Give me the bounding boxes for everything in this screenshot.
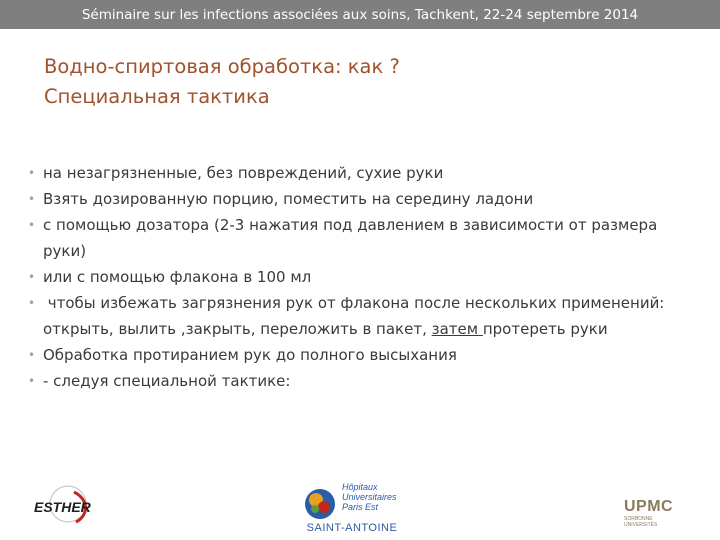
hopitaux-line-2: Universitaires [342, 492, 397, 502]
upmc-logo-text: UPMC [624, 498, 674, 515]
bullet-text-post: протереть руки [482, 320, 608, 338]
upmc-logo [624, 498, 686, 528]
bullet-icon: • [28, 374, 36, 388]
hopitaux-logo [302, 478, 402, 536]
bullet-text-pre: открыть, вылить ,закрыть, переложить в пакет, [43, 320, 432, 338]
bullet-text-line-2 [43, 316, 708, 342]
hopitaux-text [342, 482, 397, 512]
bullet-text: Обработка протиранием рук до полного высыхания [43, 346, 457, 364]
bullet-text: или с помощью флакона в 100 мл [43, 268, 312, 286]
bullet-icon: • [28, 296, 36, 310]
header-text: Séminaire sur les infections associées aux soins, Tachkent, 22-24 septembre 2014 [81, 7, 639, 23]
title-line-2: Специальная тактика [44, 85, 270, 108]
slide-title [44, 52, 684, 112]
bullet-icon: • [28, 348, 36, 362]
bullet-text-line-1: чтобы избежать загрязнения рук от флакона после нескольких применений: [43, 294, 665, 312]
bullet-icon: • [28, 270, 36, 284]
hopitaux-line-3: Paris Est [342, 502, 379, 512]
list-item [28, 342, 708, 368]
title-line-1: Водно-спиртовая обработка: как ? [44, 55, 400, 78]
esther-logo-text: ESTHER [34, 499, 91, 515]
bullet-text: Взять дозированную порцию, поместить на середину ладони [43, 190, 534, 208]
esther-logo [30, 482, 100, 530]
list-item [28, 290, 708, 342]
bullet-icon: • [28, 192, 36, 206]
bullet-list [28, 160, 708, 394]
bullet-icon: • [28, 218, 36, 232]
bullet-text: - следуя специальной тактике: [43, 372, 291, 390]
bullet-text-underlined: затем [431, 320, 483, 338]
list-item [28, 212, 708, 264]
hopitaux-line-1: Hôpitaux [342, 482, 378, 492]
bullet-text-line-2: руки) [43, 242, 87, 260]
header-bar [0, 0, 720, 29]
list-item [28, 368, 708, 394]
list-item [28, 186, 708, 212]
esther-logo-icon [30, 482, 100, 530]
upmc-logo-subtext: SORBONNE UNIVERSITÉS [624, 516, 658, 528]
bullet-icon: • [28, 166, 36, 180]
bullet-text-line-1: с помощью дозатора (2-3 нажатия под давлением в зависимости от размера [43, 216, 658, 234]
bullet-text: на незагрязненные, без повреждений, сухие руки [43, 164, 444, 182]
list-item [28, 264, 708, 290]
list-item [28, 160, 708, 186]
globe-icon [304, 488, 336, 520]
hopitaux-subtitle: SAINT-ANTOINE [306, 522, 398, 534]
footer-logos [0, 470, 720, 540]
